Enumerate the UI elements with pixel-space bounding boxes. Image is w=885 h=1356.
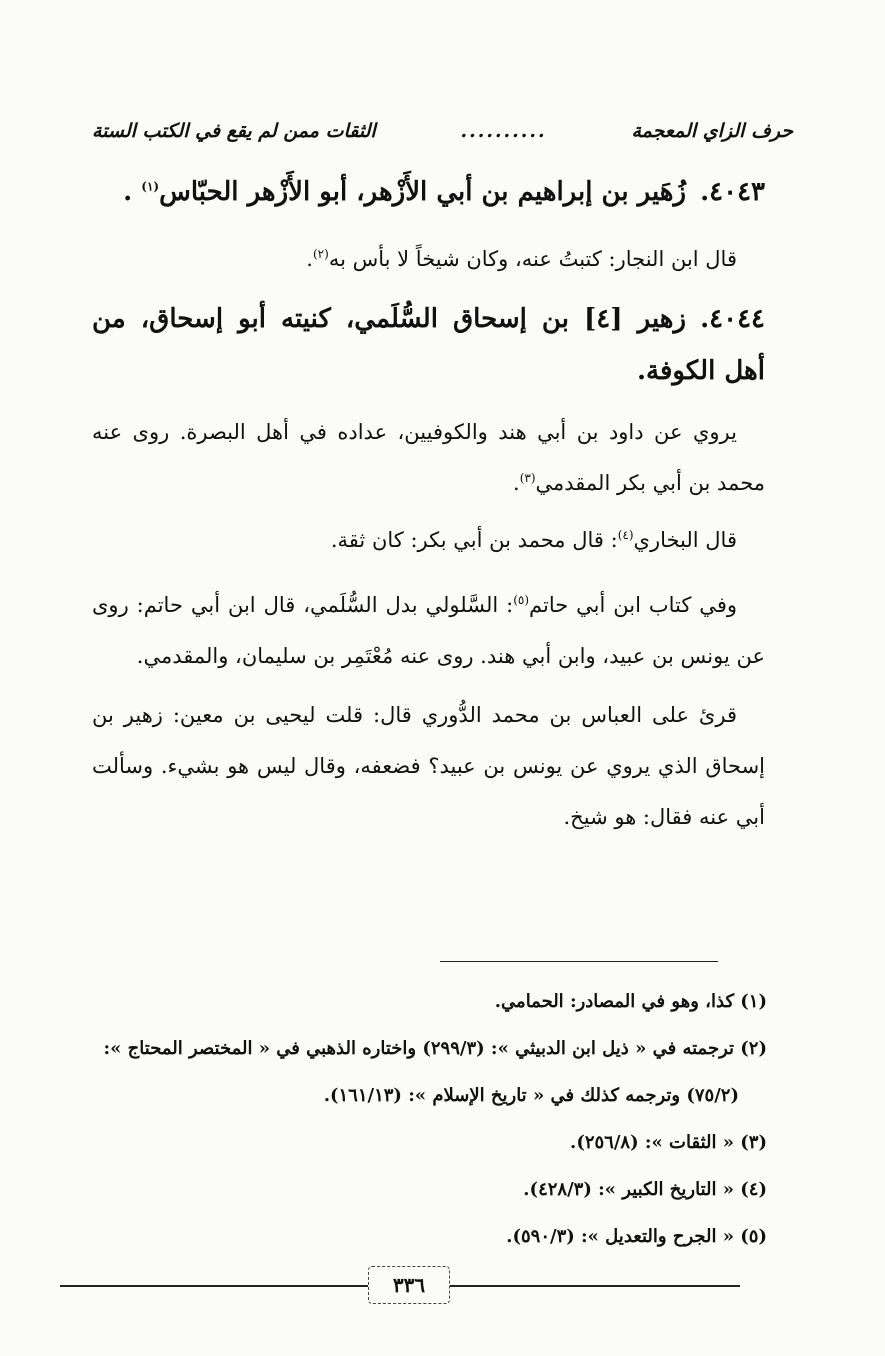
footnote-ref: (٥) bbox=[513, 593, 530, 607]
footnote-1: (١) كذا، وهو في المصادر: الحمامي. bbox=[494, 991, 767, 1012]
entry-name: زُهَير بن إبراهيم بن أبي الأَزْهر، أبو الأَزْهر الحبّاس bbox=[159, 177, 687, 207]
footnotes bbox=[52, 978, 767, 1260]
header-section: حرف الزاي المعجمة bbox=[631, 120, 793, 142]
header-title: الثقات ممن لم يقع في الكتب الستة bbox=[92, 120, 376, 142]
paragraph bbox=[92, 515, 765, 566]
entry-name: زهير [٤] بن إسحاق السُّلَمي، كنيته أبو إسحاق، من أهل الكوفة. bbox=[92, 304, 765, 386]
paragraph bbox=[92, 407, 765, 509]
footnote-ref: (٢) bbox=[312, 247, 329, 261]
entry-tail: . bbox=[123, 177, 142, 207]
page-number bbox=[368, 1266, 450, 1304]
footnote-ref: (١) bbox=[141, 179, 160, 194]
paragraph-text: قرئ على العباس بن محمد الدُّوري قال: قلت ليحيى بن معين: زهير بن إسحاق الذي يروي عن يونس بن عبيد؟ فضعفه، وقال ليس هو بشيء. وسألت أبي عنه فقال: هو شيخ. bbox=[92, 703, 765, 829]
footnote-2-continued: (٧٥/٢) وترجمه كذلك في « تاريخ الإسلام »: (١٦١/١٣). bbox=[323, 1085, 739, 1106]
entry-4043 bbox=[92, 166, 765, 218]
entry-4044 bbox=[92, 293, 765, 397]
paragraph-text: قال ابن النجار: كتبتُ عنه، وكان شيخاً لا بأس به bbox=[328, 247, 737, 271]
paragraph-end: . bbox=[513, 471, 520, 495]
paragraph bbox=[92, 690, 765, 843]
footnote-ref: (٣) bbox=[519, 471, 536, 485]
footnote-5: (٥) « الجرح والتعديل »: (٥٩٠/٣). bbox=[506, 1226, 767, 1247]
footnote-separator bbox=[440, 961, 718, 962]
footnote-3: (٣) « الثقات »: (٢٥٦/٨). bbox=[570, 1132, 767, 1153]
paragraph bbox=[92, 580, 765, 682]
paragraph-text: : قال محمد بن أبي بكر: كان ثقة. bbox=[330, 528, 618, 552]
header-dots: .......... bbox=[460, 120, 547, 142]
paragraph-text: قال البخاري bbox=[633, 528, 737, 552]
running-header bbox=[92, 114, 793, 148]
paragraph bbox=[92, 234, 765, 285]
page-number-text: ٣٣٦ bbox=[392, 1273, 426, 1297]
paragraph-text: يروي عن داود بن أبي هند والكوفيين، عداده في أهل البصرة. روى عنه محمد بن أبي بكر المقدمي bbox=[92, 420, 765, 495]
footnote-ref: (٤) bbox=[617, 528, 634, 542]
paragraph-end: . bbox=[306, 247, 313, 271]
footnote-4: (٤) « التاريخ الكبير »: (٤٢٨/٣). bbox=[523, 1179, 767, 1200]
paragraph-text: : السَّلولي بدل السُّلَمي، قال ابن أبي حاتم: روى عن يونس بن عبيد، وابن أبي هند. روى عنه مُعْتَمِر بن سليمان، والمقدمي. bbox=[92, 593, 765, 668]
footnote-2: (٢) ترجمته في « ذيل ابن الدبيثي »: (٢٩٩/٣) واختاره الذهبي في « المختصر المحتاج »: bbox=[103, 1038, 767, 1059]
entry-number: ٤٠٤٣. bbox=[700, 177, 765, 207]
entry-number: ٤٠٤٤. bbox=[700, 304, 765, 334]
paragraph-text: وفي كتاب ابن أبي حاتم bbox=[529, 593, 737, 617]
